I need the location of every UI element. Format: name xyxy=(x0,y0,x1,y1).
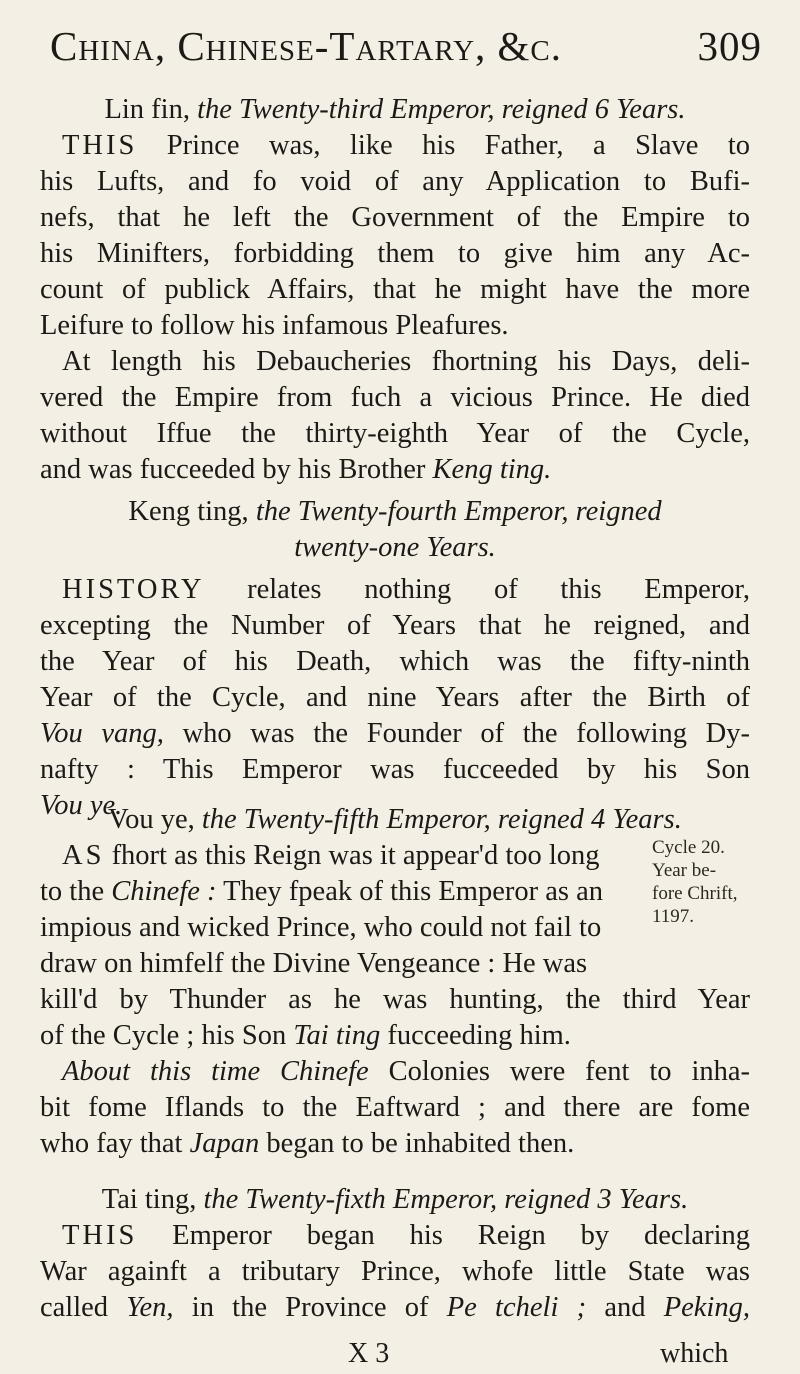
paragraph-line: excepting the Number of Years that he reigned, and xyxy=(40,610,750,641)
section-vou-ye xyxy=(40,802,750,1162)
section-heading: Tai ting, the Twenty-fixth Emperor, reigned 3 Years. xyxy=(101,1184,689,1215)
running-title: China, Chinese-Tartary, &c. xyxy=(50,23,563,69)
paragraph-line: the Year of his Death, which was the fifty-ninth xyxy=(40,646,750,677)
margin-note: Cycle 20. Year be- fore Chrift, 1197. xyxy=(652,837,738,927)
paragraph-line: AS fhort as this Reign was it appear'd too long xyxy=(62,840,600,871)
paragraph-line: of the Cycle ; his Son Tai ting fucceeding him. xyxy=(40,1020,571,1051)
paragraph-line: nefs, that he left the Government of the Empire to xyxy=(40,202,750,233)
paragraph-line: THIS Prince was, like his Father, a Slave to xyxy=(62,130,750,161)
paragraph-line: and was fucceeded by his Brother Keng ting. xyxy=(40,454,552,485)
section-tai-ting xyxy=(40,1182,750,1326)
paragraph-line: his Lufts, and fo void of any Application to Bufi- xyxy=(40,166,750,197)
page-number: 309 xyxy=(697,23,762,69)
paragraph-line: impious and wicked Prince, who could not fail to xyxy=(40,912,602,943)
signature-mark: X 3 xyxy=(348,1338,390,1369)
paragraph-line: Year of the Cycle, and nine Years after the Birth of xyxy=(40,682,750,713)
paragraph-line: his Minifters, forbidding them to give him any Ac- xyxy=(40,238,750,269)
paragraph-line: to the Chinefe : They fpeak of this Emperor as an xyxy=(40,876,603,907)
section-keng-ting xyxy=(40,494,750,824)
section-lin-fin xyxy=(40,92,750,488)
paragraph-line: without Iffue the thirty-eighth Year of the Cycle, xyxy=(40,418,750,449)
paragraph-line: kill'd by Thunder as he was hunting, the third Year xyxy=(40,984,750,1015)
section-heading-cont: twenty-one Years. xyxy=(294,532,496,563)
paragraph-line: bit fome Iflands to the Eaftward ; and there are fome xyxy=(40,1092,750,1123)
paragraph-line: Vou ye. xyxy=(40,790,123,821)
paragraph-line: War againft a tributary Prince, whofe little State was xyxy=(40,1256,750,1287)
paragraph-line: who fay that Japan began to be inhabited then. xyxy=(40,1128,575,1159)
paragraph-line: About this time Chinefe Colonies were fent to inha- xyxy=(62,1056,750,1087)
paragraph-line: THIS Emperor began his Reign by declaring xyxy=(62,1220,750,1251)
paragraph-line: HISTORY relates nothing of this Emperor, xyxy=(62,574,750,605)
paragraph-line: nafty : This Emperor was fucceeded by his Son xyxy=(40,754,750,785)
paragraph-line: vered the Empire from fuch a vicious Prince. He died xyxy=(40,382,750,413)
section-heading: Vou ye, the Twenty-fifth Emperor, reigned 4 Years. xyxy=(108,804,682,835)
section-heading: Keng ting, the Twenty-fourth Emperor, reigned xyxy=(128,496,662,527)
paragraph-line: draw on himfelf the Divine Vengeance : He was xyxy=(40,948,588,979)
catchword: which xyxy=(660,1338,729,1369)
section-heading: Lin fin, the Twenty-third Emperor, reigned 6 Years. xyxy=(104,94,686,125)
paragraph-line: At length his Debaucheries fhortning his Days, deli- xyxy=(62,346,750,377)
paragraph-line: called Yen, in the Province of Pe tcheli ; and Peking, xyxy=(40,1292,750,1323)
paragraph-line: count of publick Affairs, that he might have the more xyxy=(40,274,750,305)
running-head xyxy=(50,18,762,74)
paragraph-line: Leifure to follow his infamous Pleafures. xyxy=(40,310,509,341)
paragraph-line: Vou vang, who was the Founder of the following Dy- xyxy=(40,718,750,749)
